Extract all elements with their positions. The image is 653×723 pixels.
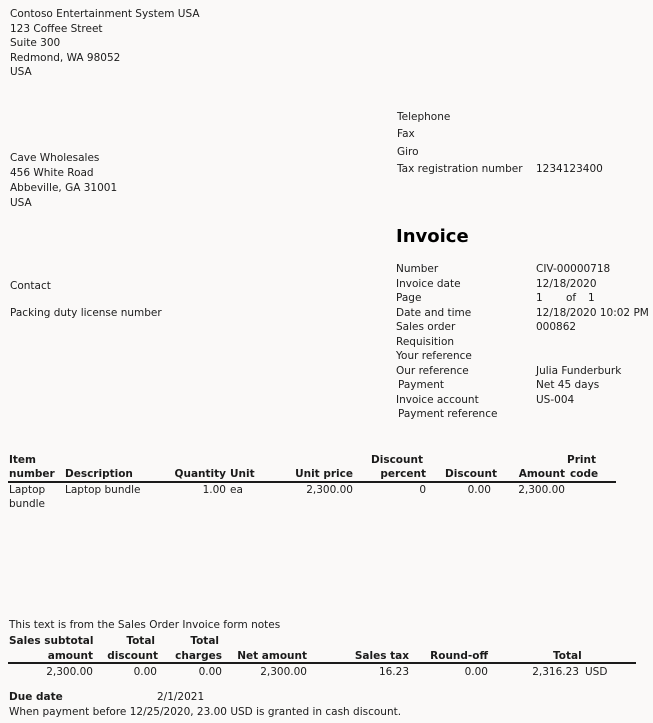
header-print-code: Print	[567, 454, 596, 466]
header-sales-tax: Sales tax	[354, 650, 409, 662]
header-discount-percent: percent	[380, 468, 426, 480]
header-total-charges: Total	[190, 635, 219, 647]
header-sales-subtotal: amount	[47, 650, 93, 662]
header-round-off: Round-off	[430, 650, 488, 662]
date-time-value: 12/18/2020 10:02 PM	[536, 307, 649, 319]
invoice-field-label: Payment	[398, 379, 444, 391]
header-total: Total	[553, 650, 582, 662]
giro-label: Giro	[397, 146, 419, 158]
customer-city: Abbeville, GA 31001	[10, 182, 118, 194]
sender-street: 123 Coffee Street	[10, 23, 103, 35]
header-sales-subtotal: Sales subtotal	[9, 635, 94, 647]
header-total-charges: charges	[175, 650, 222, 662]
round-off-value: 0.00	[464, 666, 488, 678]
cash-discount-text: When payment before 12/25/2020, 23.00 USD is granted in cash discount.	[9, 706, 402, 718]
invoice-date-value: 12/18/2020	[536, 278, 597, 290]
header-description: Description	[65, 468, 133, 480]
page-number-value: 1	[536, 292, 543, 304]
header-total-discount: discount	[107, 650, 158, 662]
sales-subtotal-value: 2,300.00	[46, 666, 93, 678]
header-total-discount: Total	[126, 635, 155, 647]
row-description: Laptop bundle	[65, 484, 141, 496]
sales-tax-value: 16.23	[378, 666, 409, 678]
invoice-number-value: CIV-00000718	[536, 263, 611, 275]
invoice-account-value: US-004	[536, 394, 575, 406]
totals-header-rule	[8, 662, 636, 664]
net-amount-value: 2,300.00	[260, 666, 307, 678]
tax-registration-label: Tax registration number	[397, 163, 523, 175]
sender-name: Contoso Entertainment System USA	[10, 8, 200, 20]
sender-suite: Suite 300	[10, 37, 61, 49]
invoice-field-label: Payment reference	[398, 408, 498, 420]
total-discount-value: 0.00	[133, 666, 157, 678]
row-discount-percent: 0	[419, 484, 426, 496]
sender-country: USA	[10, 66, 32, 78]
page-total-value: 1	[588, 292, 595, 304]
invoice-field-label: Number	[396, 263, 439, 275]
our-reference-value: Julia Funderburk	[536, 365, 622, 377]
total-value: 2,316.23	[532, 666, 579, 678]
invoice-field-label: Invoice date	[396, 278, 461, 290]
row-unit-price: 2,300.00	[306, 484, 353, 496]
row-item-number: Laptop	[9, 484, 46, 496]
invoice-field-label: Our reference	[396, 365, 469, 377]
header-item: Item	[9, 454, 36, 466]
invoice-field-label: Requisition	[396, 336, 455, 348]
row-amount: 2,300.00	[518, 484, 565, 496]
customer-name: Cave Wholesales	[10, 152, 100, 164]
invoice-field-label: Your reference	[396, 350, 472, 362]
currency-code: USD	[585, 666, 608, 678]
row-unit: ea	[230, 484, 243, 496]
row-discount: 0.00	[467, 484, 491, 496]
header-unit-price: Unit price	[295, 468, 353, 480]
total-charges-value: 0.00	[198, 666, 222, 678]
header-item: number	[9, 468, 55, 480]
row-item-number: bundle	[9, 498, 46, 510]
payment-value: Net 45 days	[536, 379, 600, 391]
form-notes: This text is from the Sales Order Invoice form notes	[9, 619, 281, 631]
tax-registration-value: 1234123400	[536, 163, 603, 175]
sender-city: Redmond, WA 98052	[10, 52, 121, 64]
invoice-field-label: Sales order	[396, 321, 456, 333]
header-print-code: code	[570, 468, 599, 480]
header-discount: Discount	[445, 468, 497, 480]
invoice-title: Invoice	[396, 226, 469, 247]
header-discount-percent: Discount	[371, 454, 423, 466]
header-unit: Unit	[230, 468, 255, 480]
customer-country: USA	[10, 197, 32, 209]
page-of-label: of	[566, 292, 577, 304]
contact-label: Contact	[10, 280, 51, 292]
customer-street: 456 White Road	[10, 167, 94, 179]
invoice-field-label: Invoice account	[396, 394, 479, 406]
invoice-field-label: Date and time	[396, 307, 472, 319]
due-date-value: 2/1/2021	[157, 691, 205, 703]
sales-order-value: 000862	[536, 321, 577, 333]
due-date-label: Due date	[9, 691, 63, 703]
packing-duty-label: Packing duty license number	[10, 307, 162, 319]
header-quantity: Quantity	[174, 468, 226, 480]
invoice-field-label: Page	[396, 292, 422, 304]
fax-label: Fax	[397, 128, 415, 140]
header-amount: Amount	[518, 468, 565, 480]
row-quantity: 1.00	[202, 484, 226, 496]
telephone-label: Telephone	[397, 111, 451, 123]
header-net-amount: Net amount	[237, 650, 307, 662]
